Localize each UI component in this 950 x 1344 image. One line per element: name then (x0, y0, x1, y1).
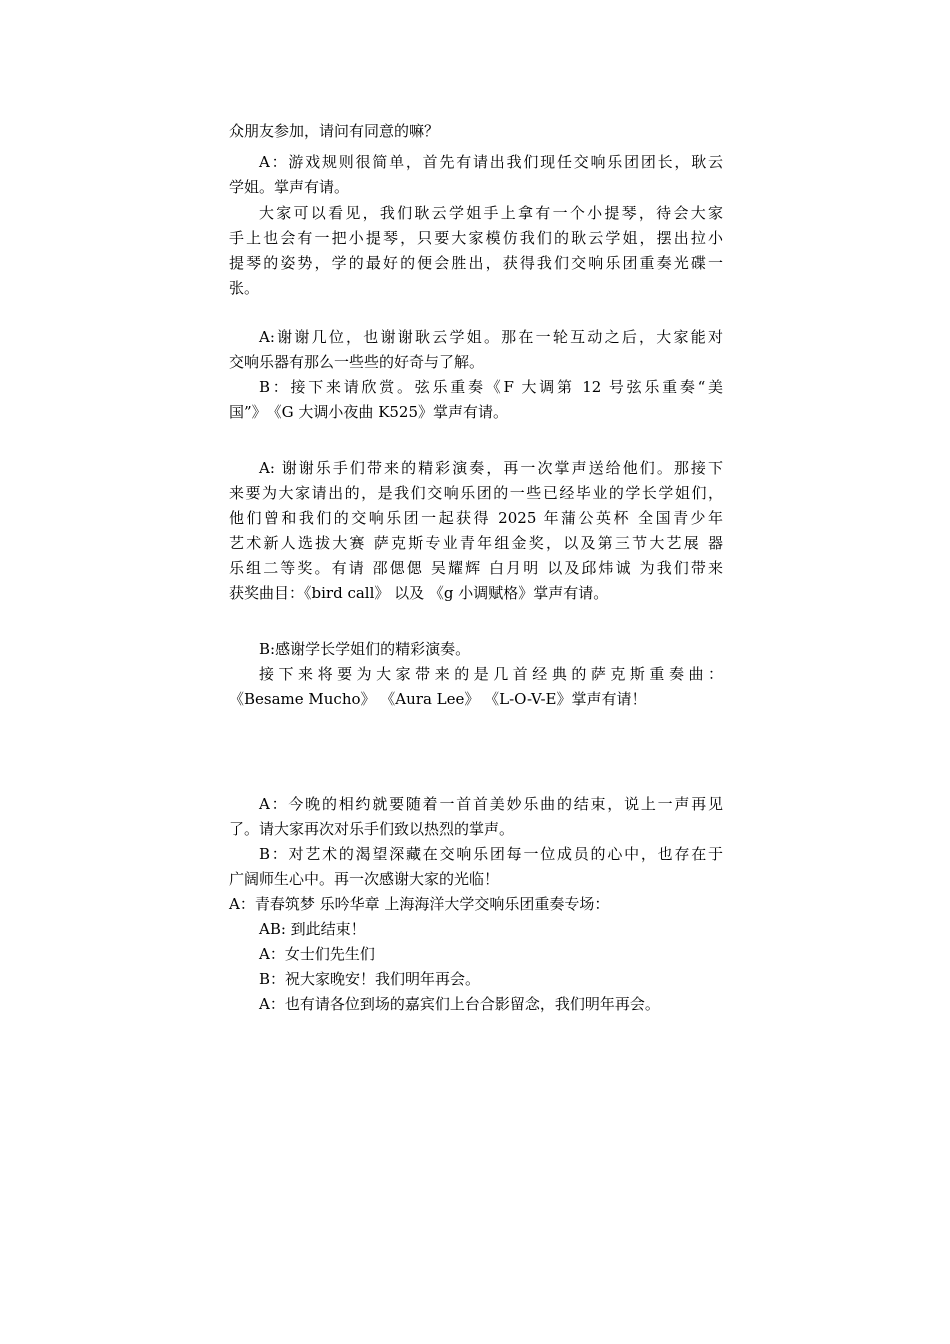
text-line-13: 来要为大家请出的，是我们交响乐团的一些已经毕业的学长学姐们， (229, 484, 723, 502)
text-line-17: 获奖曲目：《bird call》 以及 《g 小调赋格》掌声有请。 (229, 584, 609, 602)
text-line-10: B：接下来请欣赏。弦乐重奏《F 大调第 12 号弦乐重奏“美 (259, 378, 723, 396)
text-line-1: 众朋友参加，请问有同意的嘛？ (229, 122, 440, 140)
text-line-15: 艺术新人选拔大赛 萨克斯专业青年组金奖，以及第三节大艺展 器 (229, 534, 723, 552)
text-line-7: 张。 (229, 279, 260, 297)
text-line-8: A:谢谢几位，也谢谢耿云学姐。那在一轮互动之后，大家能对 (259, 328, 723, 346)
text-line-3: 学姐。掌声有请。 (229, 178, 350, 196)
text-line-9: 交响乐器有那么一些些的好奇与了解。 (229, 353, 485, 371)
text-line-5: 手上也会有一把小提琴，只要大家模仿我们的耿云学姐，摆出拉小 (229, 229, 723, 247)
text-line-21: A：今晚的相约就要随着一首首美妙乐曲的结束，说上一声再见 (259, 795, 723, 813)
text-line-26: AB: 到此结束！ (259, 920, 366, 938)
text-line-24: 广阔师生心中。再一次感谢大家的光临！ (229, 870, 500, 888)
text-line-4: 大家可以看见，我们耿云学姐手上拿有一个小提琴，待会大家 (259, 204, 723, 222)
text-line-2: A：游戏规则很简单，首先有请出我们现任交响乐团团长，耿云 (259, 153, 723, 171)
text-line-18: B:感谢学长学姐们的精彩演奏。 (259, 640, 471, 658)
text-line-23: B：对艺术的渴望深藏在交响乐团每一位成员的心中，也存在于 (259, 845, 723, 863)
text-line-25: A：青春筑梦 乐吟华章 上海海洋大学交响乐团重奏专场： (229, 895, 610, 913)
text-line-27: A：女士们先生们 (259, 945, 375, 963)
text-line-12: A: 谢谢乐手们带来的精彩演奏，再一次掌声送给他们。那接下 (259, 459, 723, 477)
text-line-16: 乐组二等奖。有请 邵偲偲 吴耀辉 白月明 以及邱炜诚 为我们带来 (229, 559, 723, 577)
text-line-11: 国”》 《G 大调小夜曲 K525》掌声有请。 (229, 403, 509, 421)
text-line-14: 他们曾和我们的交响乐团一起获得 2025 年蒲公英杯 全国青少年 (229, 509, 723, 527)
text-line-22: 了。请大家再次对乐手们致以热烈的掌声。 (229, 820, 515, 838)
text-line-20: 《Besame Mucho》 《Aura Lee》 《L-O-V-E》掌声有请！ (229, 690, 647, 708)
text-line-28: B：祝大家晚安！我们明年再会。 (259, 970, 481, 988)
text-line-29: A：也有请各位到场的嘉宾们上台合影留念，我们明年再会。 (259, 995, 660, 1013)
text-line-19: 接下来将要为大家带来的是几首经典的萨克斯重奏曲： (259, 665, 723, 683)
text-line-6: 提琴的姿势，学的最好的便会胜出，获得我们交响乐团重奏光碟一 (229, 254, 723, 272)
